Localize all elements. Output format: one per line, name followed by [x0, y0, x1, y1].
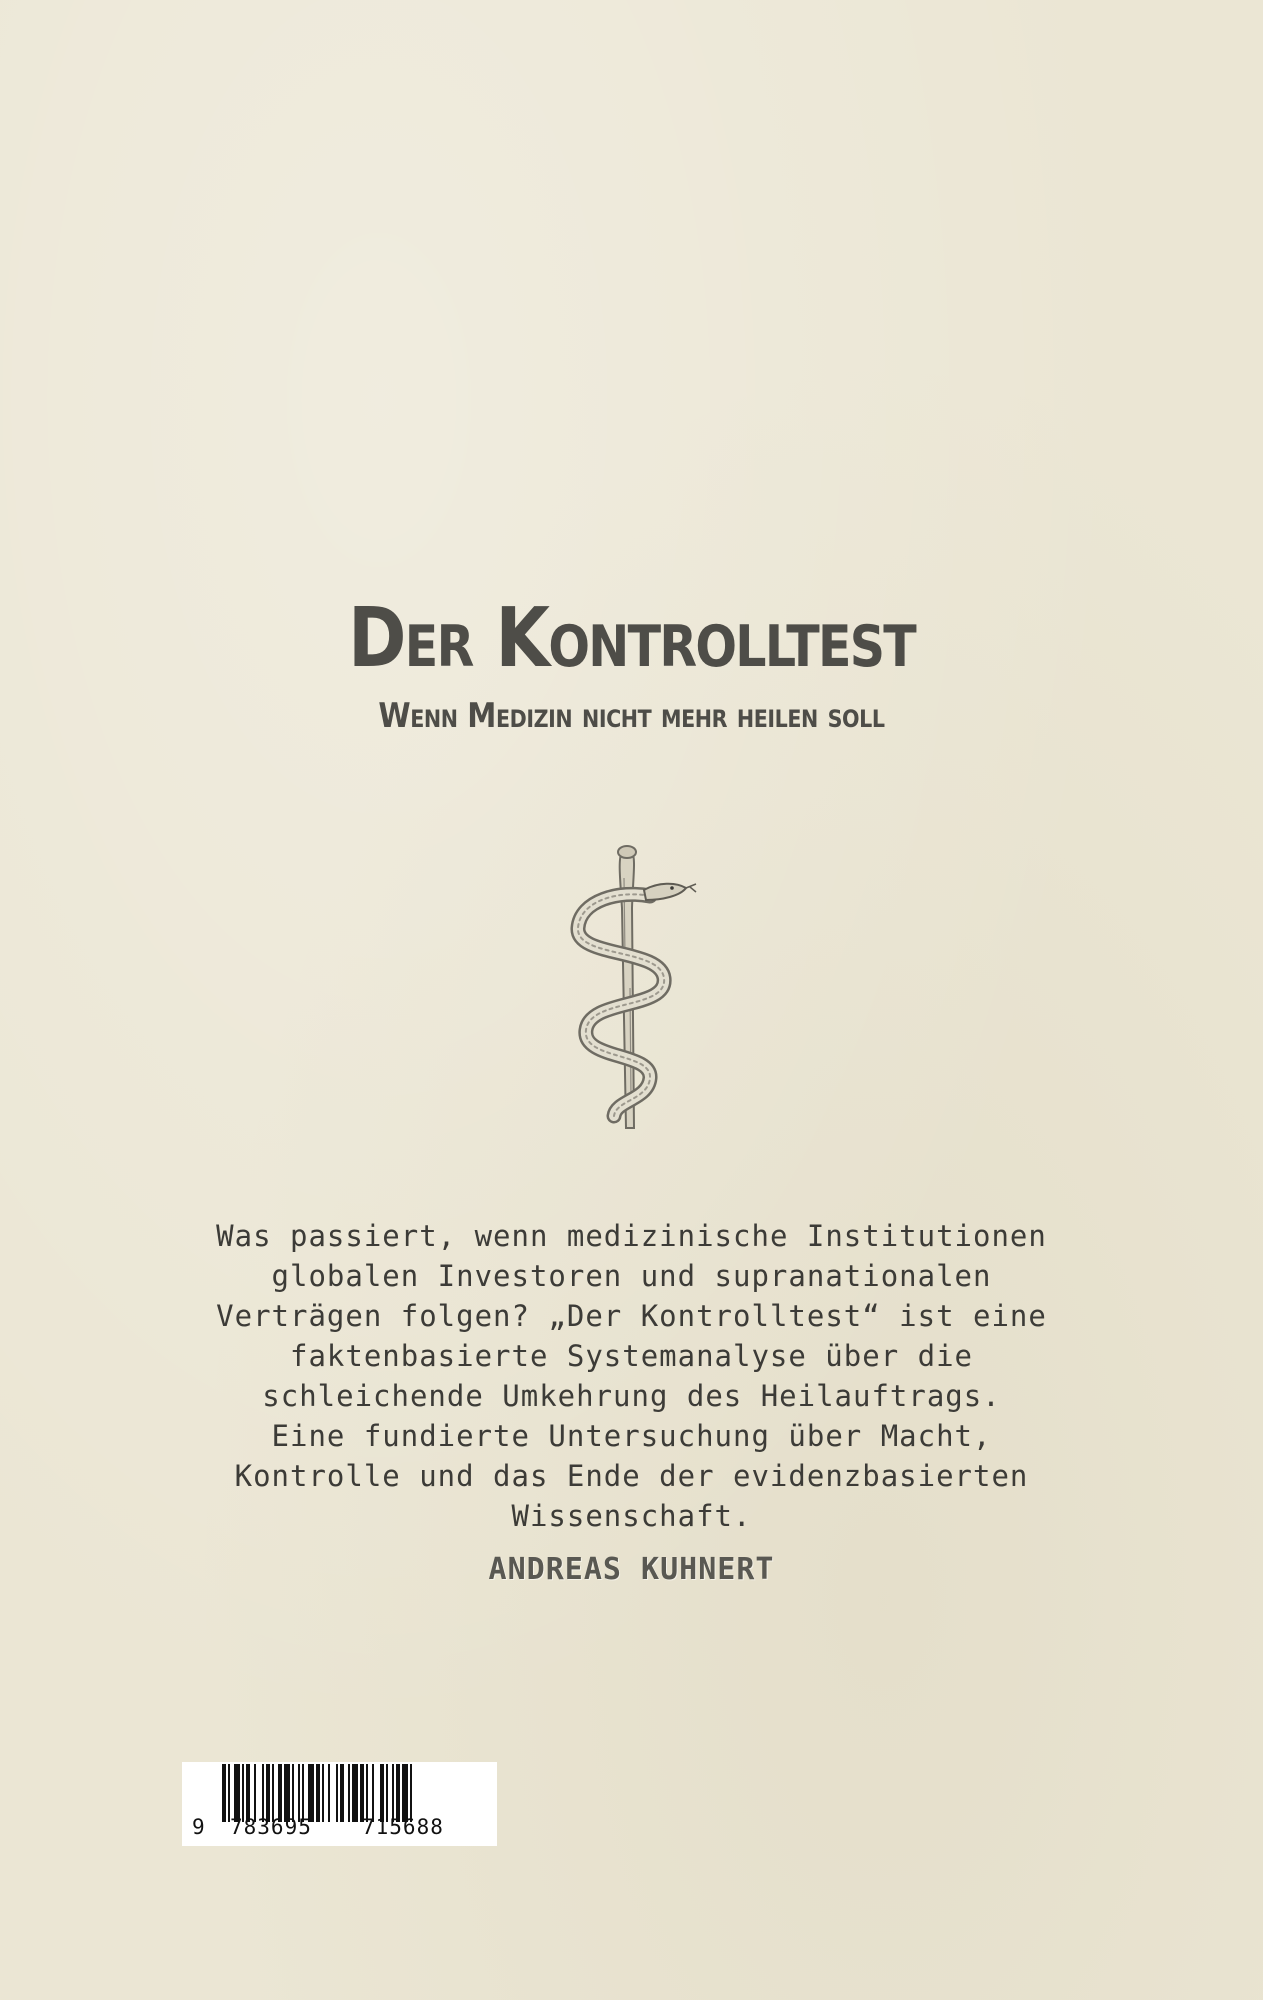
barcode-bar	[402, 1764, 408, 1822]
barcode-bar	[380, 1764, 384, 1822]
barcode-bar	[242, 1764, 244, 1822]
barcode-bar	[246, 1764, 250, 1822]
barcode-bar	[228, 1764, 230, 1822]
blurb-line: Eine fundierte Untersuchung über Macht,	[271, 1419, 992, 1453]
barcode-bar	[340, 1764, 344, 1822]
barcode-bar	[410, 1764, 412, 1822]
barcode-bar	[366, 1764, 368, 1822]
barcode-bar	[348, 1764, 350, 1822]
book-subtitle: Wenn Medizin nicht mehr heilen soll	[378, 696, 885, 736]
barcode-bar	[392, 1764, 394, 1822]
isbn-left-group: 783695	[230, 1815, 312, 1839]
book-title: Der Kontrolltest	[347, 591, 916, 686]
barcode-bar	[298, 1764, 300, 1822]
title-block	[0, 591, 1263, 736]
isbn-first-digit: 9	[192, 1815, 206, 1839]
barcode-bar	[328, 1764, 330, 1822]
barcode-bar	[254, 1764, 256, 1822]
barcode-bar	[336, 1764, 338, 1822]
barcode-bar	[396, 1764, 400, 1822]
barcode-bar	[322, 1764, 324, 1822]
barcode-bar	[266, 1764, 270, 1822]
barcode-bar	[272, 1764, 274, 1822]
isbn-right-group: 715688	[362, 1815, 444, 1839]
barcode-bar	[386, 1764, 388, 1822]
blurb-line: Was passiert, wenn medizinische Institutionen	[216, 1219, 1047, 1253]
isbn-barcode	[182, 1762, 497, 1846]
blurb-line: Kontrolle und das Ende der evidenzbasierten	[234, 1459, 1029, 1493]
blurb-line: Wissenschaft.	[511, 1499, 752, 1533]
barcode-bar	[284, 1764, 290, 1822]
rod-of-asclepius-icon	[540, 838, 720, 1138]
author-name: ANDREAS KUHNERT	[488, 1552, 775, 1587]
blurb-line: schleichende Umkehrung des Heilauftrags.	[262, 1379, 1001, 1413]
barcode-bar	[234, 1764, 240, 1822]
blurb-line: globalen Investoren und supranationalen	[271, 1259, 992, 1293]
barcode-bar	[360, 1764, 364, 1822]
blurb-line: faktenbasierte Systemanalyse über die	[289, 1339, 973, 1373]
barcode-bar	[278, 1764, 282, 1822]
barcode-bar	[262, 1764, 264, 1822]
barcode-bar	[316, 1764, 320, 1822]
barcode-bar	[308, 1764, 314, 1822]
blurb-text	[150, 1216, 1113, 1536]
barcode-bar	[302, 1764, 304, 1822]
barcode-bars	[222, 1764, 484, 1822]
barcode-bar	[292, 1764, 294, 1822]
barcode-bar	[352, 1764, 358, 1822]
barcode-bar	[372, 1764, 374, 1822]
blurb-line: Verträgen folgen? „Der Kontrolltest“ ist eine	[216, 1299, 1047, 1333]
barcode-bar	[222, 1764, 226, 1822]
